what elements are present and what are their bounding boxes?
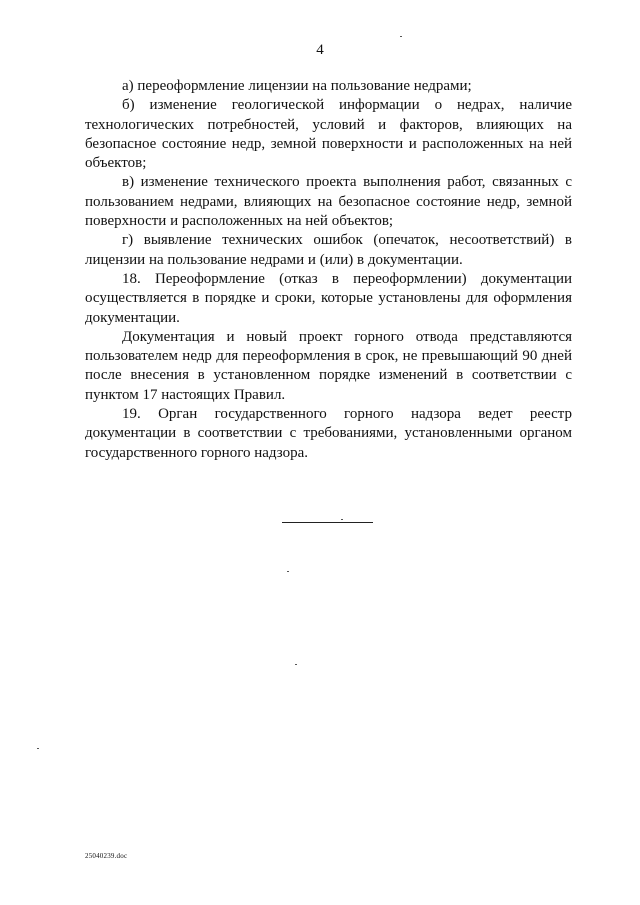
paragraph-clause-18: 18. Переоформление (отказ в переоформлении) документации осуществляется в порядке и сроки, которые установлены для оформления документации. xyxy=(85,270,572,326)
page-number: 4 xyxy=(316,42,324,58)
file-code: 25040239.doc xyxy=(85,852,128,860)
paragraph-clause-18-continued: Документация и новый проект горного отвода представляются пользователем недр для переоформления в срок, не превышающий 90 дней после внесения в установленном порядке изменений в соответствии с пунктом 17 настоящих Правил. xyxy=(85,328,572,403)
paragraph-item-b: б) изменение геологической информации о недрах, наличие технологических потребностей, условий и факторов, влияющих на безопасное состояние недр, земной поверхности и расположенных на ней объектов; xyxy=(85,97,572,172)
scan-speck xyxy=(341,519,343,520)
scan-speck xyxy=(400,36,402,37)
paragraph-item-g: г) выявление технических ошибок (опечаток, несоответствий) в лицензии на пользование недрами и (или) в документации. xyxy=(85,232,572,268)
paragraph-clause-19: 19. Орган государственного горного надзора ведет реестр документации в соответствии с требованиями, установленными органом государственного горного надзора. xyxy=(85,406,572,461)
scan-speck xyxy=(37,748,39,749)
scan-speck xyxy=(295,664,297,665)
paragraph-item-v: в) изменение технического проекта выполнения работ, связанных с пользованием недрами, влияющих на безопасное состояние недр, земной поверхности и расположенных на ней объектов; xyxy=(85,174,572,230)
end-separator-line xyxy=(282,522,373,523)
document-body xyxy=(85,77,572,463)
scan-speck xyxy=(287,571,289,572)
paragraph-item-a: а) переоформление лицензии на пользование недрами; xyxy=(122,78,472,94)
